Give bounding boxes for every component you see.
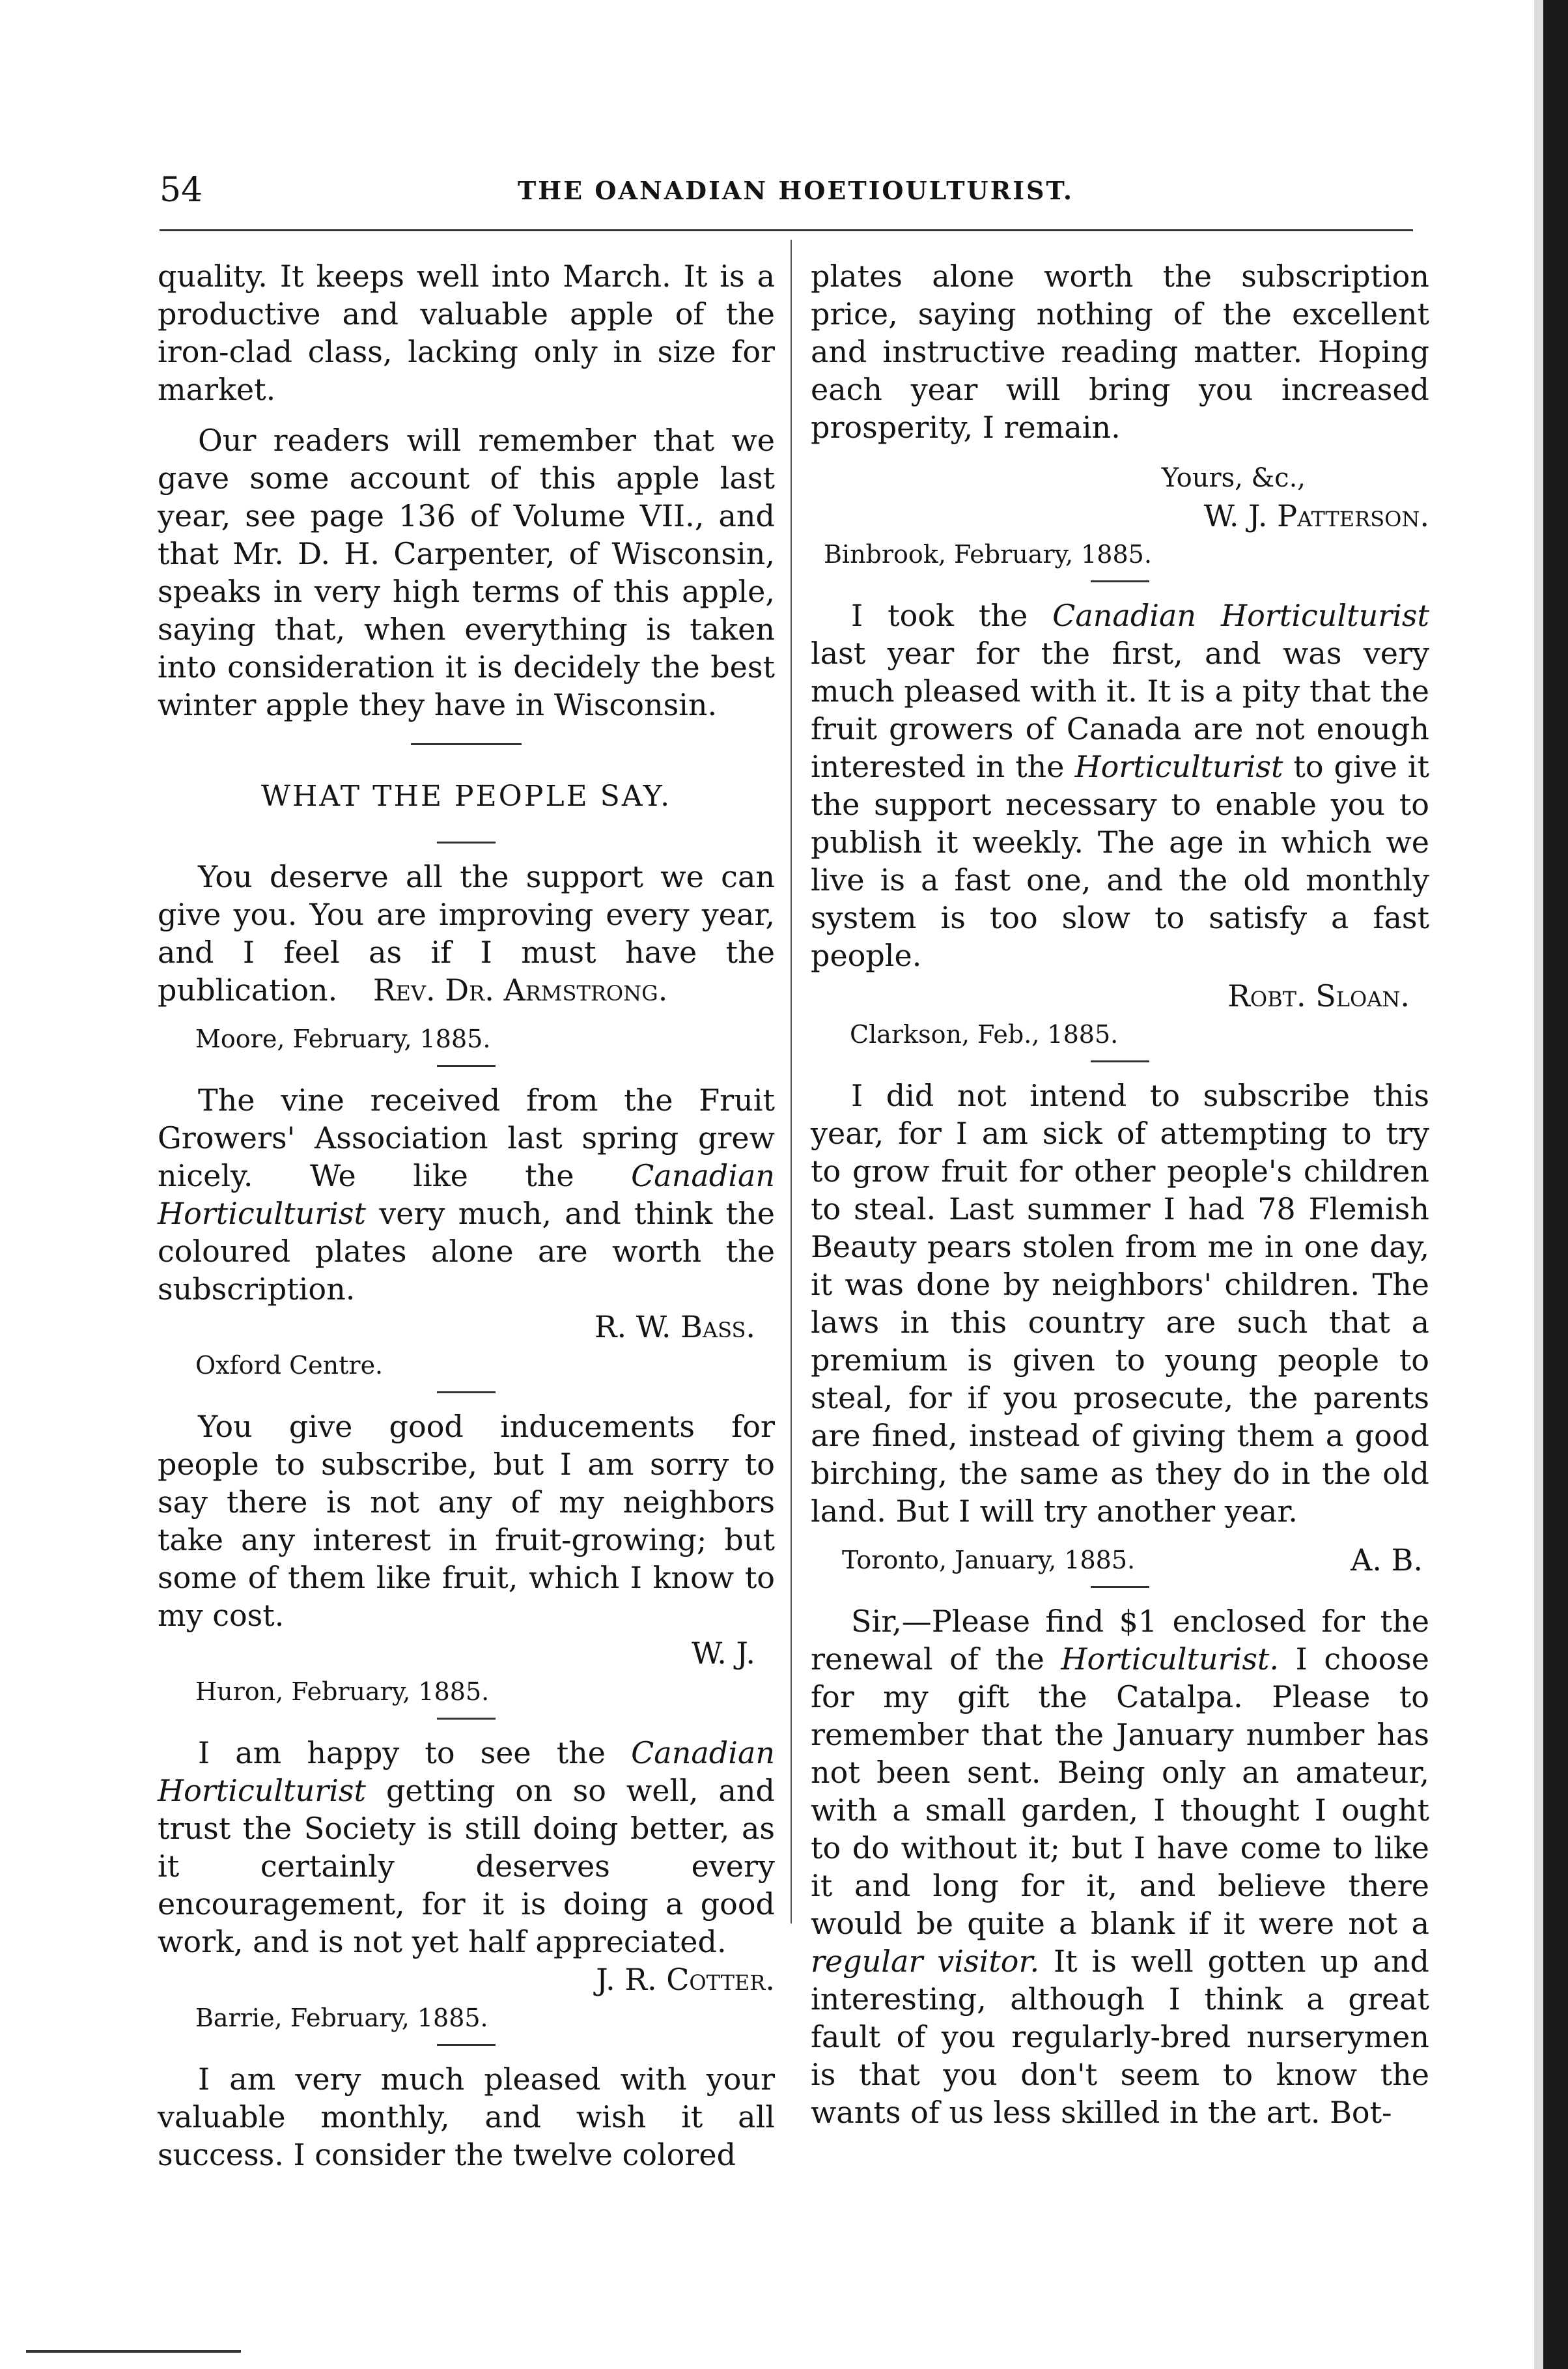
running-title: THE OANADIAN HOETIOULTURIST. — [518, 176, 1074, 205]
signature: W. J. Patterson. — [1203, 498, 1429, 533]
letter-text: You give good inducements for people to subscribe, but I am sorry to say there is not any of my neighbors take any interest in fruit-growing; but some of them like fruit, which I know to my cost. — [158, 1409, 775, 1633]
letter-place-row — [811, 1543, 1429, 1577]
letter-place: Clarkson, Feb., 1885. — [850, 1020, 1119, 1049]
page-binding-edge — [1543, 0, 1568, 2369]
signature: W. J. — [692, 1636, 755, 1671]
short-rule — [1091, 580, 1149, 582]
magazine-title: Horticulturist. — [1061, 1641, 1280, 1677]
short-rule — [437, 2044, 496, 2046]
letter-place: Toronto, January, 1885. — [842, 1546, 1136, 1574]
letter-text: last year for the first, and was very much pleased with it. It is a pity that the fruit growers of Canada are not enough interested in the — [811, 636, 1429, 784]
letter-bass — [158, 1081, 775, 1308]
signature: R. W. Bass. — [594, 1309, 755, 1344]
magazine-title: Canadian Horticulturist — [1052, 598, 1429, 633]
signature: J. R. Cotter. — [596, 1962, 775, 1997]
signature: Robt. Sloan. — [1227, 978, 1410, 1014]
letter-text: The vine received from the Fruit Growers' Association last spring grew nicely. We like the — [158, 1083, 775, 1193]
letter-text: I am happy to see the — [198, 1735, 632, 1770]
letter-text: I took the — [851, 598, 1053, 633]
letter-place: Barrie, February, 1885. — [195, 2004, 488, 2032]
short-rule — [437, 1065, 496, 1067]
letter-catalpa — [811, 1602, 1429, 2131]
letter-text: I choose for my gift the Catalpa. Please to remember that the January number has not been sent. Being only an amateur, with a small garden, I thought I ought to do without it; but I have come to like it and long for it, and believe there would be quite a blank if it were not a — [811, 1641, 1429, 1941]
letter-ab: I did not intend to subscribe this year, for I am sick of attempting to try to grow fruit for other people's children to steal. Last summer I had 78 Flemish Beauty pears stolen from me in one day, it was done by neighbors' children. The laws in this country are such that a premium is given to young people to steal, for if you prosecute, the parents are fined, instead of giving them a good birching, the same as they do in the old land. But I will try another year. — [811, 1078, 1429, 1529]
short-rule — [1091, 1586, 1149, 1588]
section-title: WHAT THE PEOPLE SAY. — [260, 780, 672, 813]
letter-text: very much, and think the coloured plates alone are worth the subscription. — [158, 1196, 775, 1307]
letter-sloan — [811, 597, 1429, 974]
short-rule — [437, 1718, 496, 1720]
letter-place: Oxford Centre. — [195, 1351, 384, 1380]
letter-wj — [158, 1408, 775, 1634]
letter-place: Huron, February, 1885. — [195, 1677, 490, 1706]
section-rule — [411, 743, 522, 745]
emphasis-text: regular visitor. — [811, 1944, 1040, 1979]
left-column — [158, 257, 775, 2187]
short-rule — [1091, 1060, 1149, 1062]
page-header — [160, 171, 1413, 216]
short-rule — [437, 842, 496, 844]
letter-place: Moore, February, 1885. — [195, 1025, 491, 1053]
letter-armstrong — [158, 858, 775, 1009]
header-rule — [160, 229, 1413, 231]
paragraph-readers: Our readers will remember that we gave some account of this apple last year, see page 136 of Volume VII., and that Mr. D. H. Carpenter, of Wisconsin, speaks in very high terms of this apple, saying that, when everything is taken into consideration it is decidely the best winter apple they have in Wisconsin. — [158, 423, 775, 722]
bottom-rule — [26, 2350, 241, 2353]
signature: A. B. — [1351, 1542, 1423, 1578]
page-edge-shadow — [1534, 0, 1543, 2369]
letter-colored-plates: I am very much pleased with your valuable monthly, and wish it all success. I consider the twelve colored — [158, 2062, 775, 2172]
letter-text: to give it the support necessary to enable you to publish it weekly. The age in which we live is a fast one, and the old monthly system is too slow to satisfy a fast people. — [811, 749, 1429, 973]
paragraph-quality: quality. It keeps well into March. It is a productive and valuable apple of the iron-clad class, lacking only in size for market. — [158, 259, 775, 407]
magazine-title: Canadian Horticulturist — [158, 1735, 775, 1808]
letter-cotter — [158, 1734, 775, 1961]
page-number: 54 — [160, 171, 203, 210]
magazine-title: Canadian Horticulturist — [158, 1158, 775, 1231]
letter-patterson: plates alone worth the subscription price, saying nothing of the excellent and instructive reading matter. Hoping each year will bring you increased prosperity, I remain. — [811, 259, 1429, 445]
letter-text: You deserve all the support we can give you. You are improving every year, and I feel as if I must have the publication. — [158, 859, 775, 1008]
magazine-title: Horticulturist — [1074, 749, 1283, 784]
letter-text: It is well gotten up and interesting, although I think a great fault of you regularly-bred nurserymen is that you don't seem to know the wants of us less skilled in the art. Bot- — [811, 1944, 1429, 2130]
right-column — [811, 257, 1429, 2144]
short-rule — [437, 1391, 496, 1393]
column-divider — [791, 240, 792, 1923]
letter-text: getting on so well, and trust the Society is still doing better, as it certainly deserves every encouragement, for it is doing a good work, and is not yet half appreciated. — [158, 1773, 775, 1959]
letter-closing: Yours, &c., — [1161, 463, 1306, 493]
letter-place: Binbrook, February, 1885. — [824, 540, 1152, 569]
signature: Rev. Dr. Armstrong. — [372, 972, 668, 1008]
letter-text: Sir,—Please find $1 enclosed for the renewal of the — [811, 1604, 1429, 1677]
